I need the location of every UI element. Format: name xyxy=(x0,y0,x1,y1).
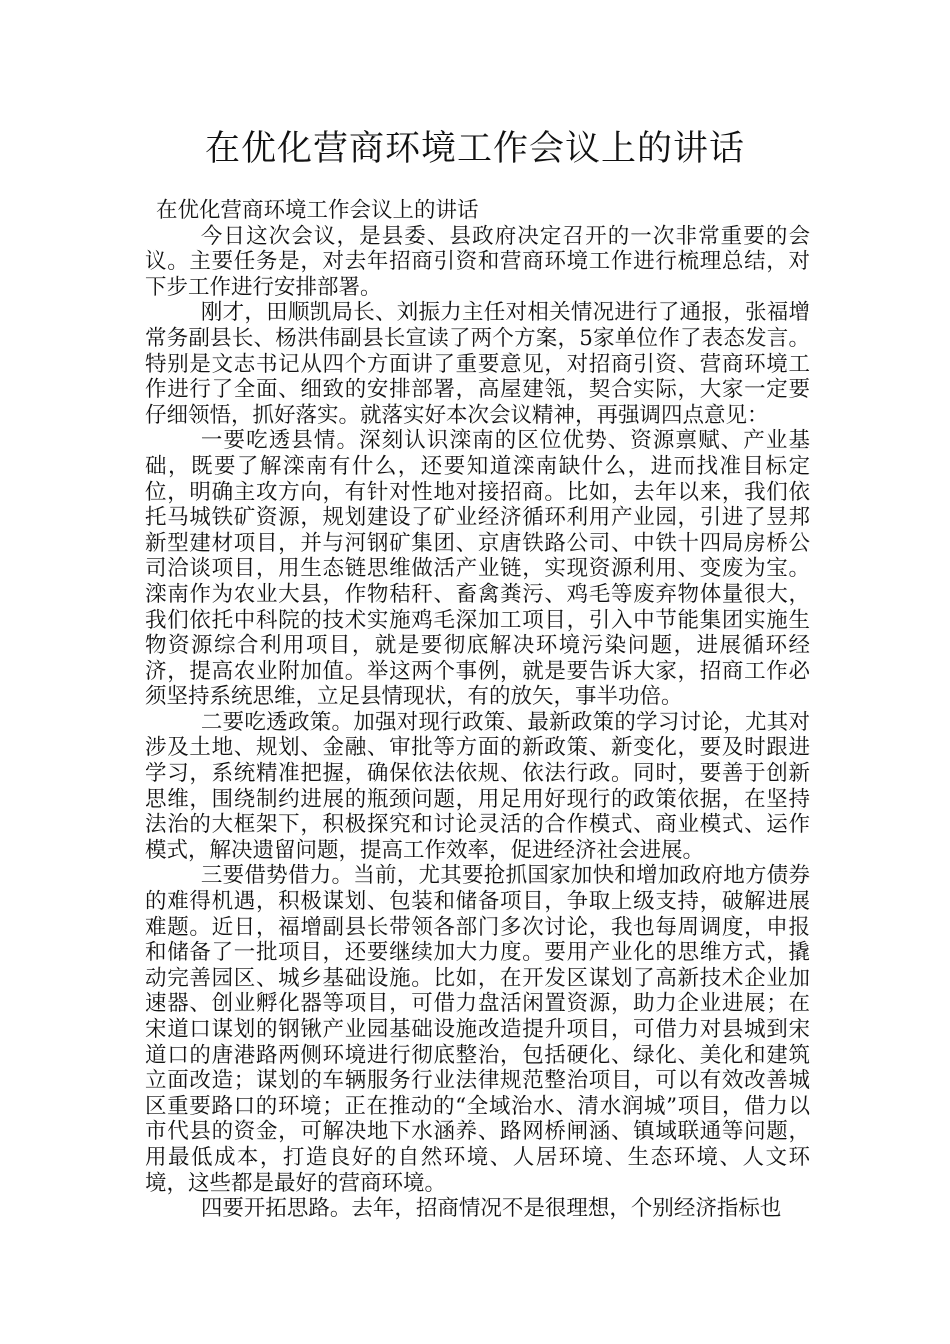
document-title: 在优化营商环境工作会议上的讲话 xyxy=(204,129,745,169)
document-body xyxy=(145,198,810,1222)
paragraph-point-three: 三要借势借力。当前，尤其要抢抓国家加快和增加政府地方债券的难得机遇，积极谋划、包装和储备项目，争取上级支持，破解进展难题。近日，福增副县长带领各部门多次讨论，我也每周调度，申报和储备了一批项目，还要继续加大力度。要用产业化的思维方式，撬动完善园区、城乡基础设施。比如，在开发区谋划了高新技术企业加速器、创业孵化器等项目，可借力盘活闲置资源，助力企业进展；在宋道口谋划的钢锹产业园基础设施改造提升项目，可借力对县城到宋道口的唐港路两侧环境进行彻底整治，包括硬化、绿化、美化和建筑立面改造；谋划的车辆服务行业法律规范整治项目，可以有效改善城区重要路口的环境；正在推动的“全域治水、清水润城”项目，借力以市代县的资金，可解决地下水涵养、路网桥闸涵、镇域联通等问题，用最低成本，打造良好的自然环境、人居环境、生态环境、人文环境，这些都是最好的营商环境。 xyxy=(145,863,810,1196)
paragraph-point-four: 四要开拓思路。去年，招商情况不是很理想，个别经济指标也 xyxy=(200,1196,782,1222)
document-subtitle: 在优化营商环境工作会议上的讲话 xyxy=(156,198,479,223)
paragraph-opening: 今日这次会议，是县委、县政府决定召开的一次非常重要的会议。主要任务是，对去年招商引资和营商环境工作进行梳理总结，对下步工作进行安排部署。 xyxy=(145,223,810,300)
paragraph-point-one: 一要吃透县情。深刻认识滦南的区位优势、资源禀赋、产业基础，既要了解滦南有什么，还要知道滦南缺什么，进而找准目标定位，明确主攻方向，有针对性地对接招商。比如，去年以来，我们依托马城铁矿资源，规划建设了矿业经济循环利用产业园，引进了昱邦新型建材项目，并与河钢矿集团、京唐铁路公司、中铁十四局房桥公司洽谈项目，用生态链思维做活产业链，实现资源利用、变废为宝。滦南作为农业大县，作物秸秆、畜禽粪污、鸡毛等废弃物体量很大，我们依托中科院的技术实施鸡毛深加工项目，引入中节能集团实施生物资源综合利用项目，就是要彻底解决环境污染问题，进展循环经济，提高农业附加值。举这两个事例，就是要告诉大家，招商工作必须坚持系统思维，立足县情现状，有的放矢，事半功倍。 xyxy=(145,428,810,710)
paragraph-summary: 刚才，田顺凯局长、刘振力主任对相关情况进行了通报，张福增常务副县长、杨洪伟副县长宣读了两个方案，5家单位作了表态发言。特别是文志书记从四个方面讲了重要意见，对招商引资、营商环境工作进行了全面、细致的安排部署，高屋建瓴，契合实际，大家一定要仔细领悟，抓好落实。就落实好本次会议精神，再强调四点意见： xyxy=(145,300,810,428)
paragraph-point-two: 二要吃透政策。加强对现行政策、最新政策的学习讨论，尤其对涉及土地、规划、金融、审批等方面的新政策、新变化，要及时跟进学习，系统精准把握，确保依法依规、依法行政。同时，要善于创新思维，围绕制约进展的瓶颈问题，用足用好现行的政策依据，在坚持法治的大框架下，积极探究和讨论灵活的合作模式、商业模式、运作模式，解决遗留问题，提高工作效率，促进经济社会进展。 xyxy=(145,709,810,863)
